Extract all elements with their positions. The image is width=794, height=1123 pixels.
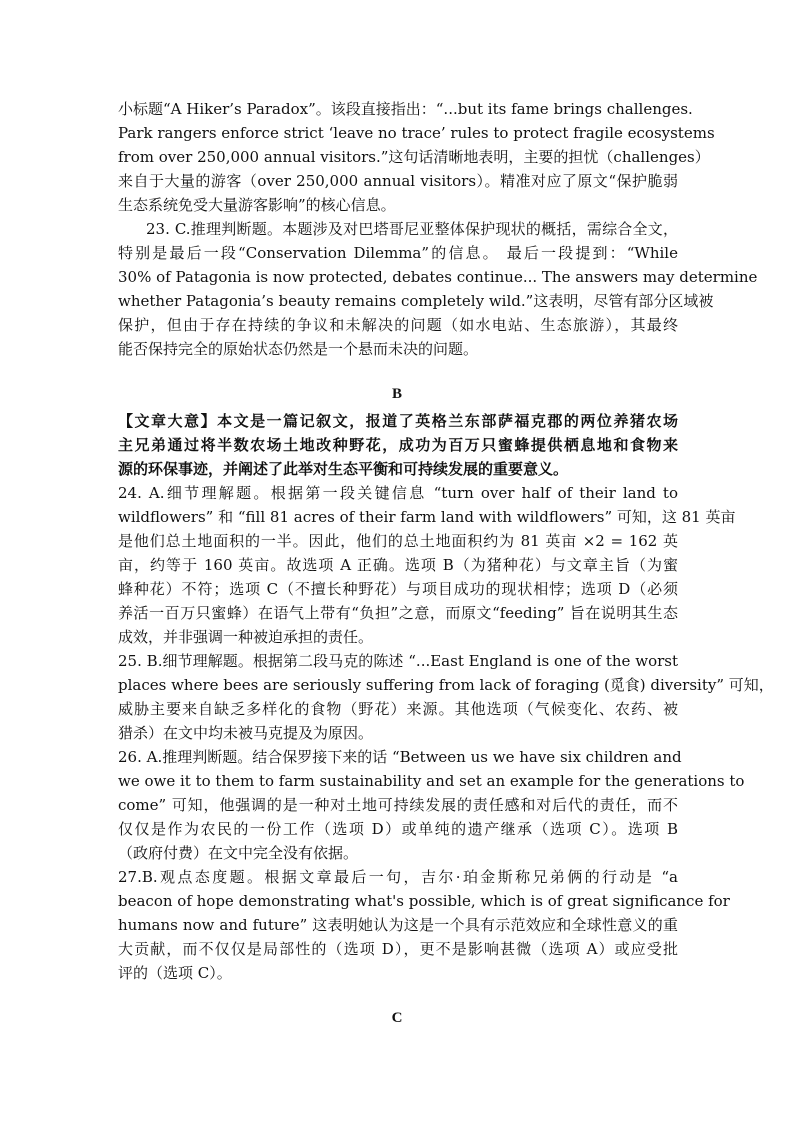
answer-26-line: 仅仅是作为农民的一份工作（选项 D）或单纯的遗产继承（选项 C）。选项 B: [118, 820, 678, 838]
article-summary-line: 主兄弟通过将半数农场土地改种野花，成功为百万只蜜蜂提供栖息地和食物来: [118, 436, 678, 454]
answer-27-line: 大贡献，而不仅仅是局部性的（选项 D），更不是影响甚微（选项 A）或应受批: [118, 940, 678, 958]
paragraph-line: 生态系统免受大量游客影响”的核心信息。: [118, 196, 396, 214]
answer-27-line: 评的（选项 C）。: [118, 964, 232, 982]
paragraph-line: 来自于大量的游客（over 250,000 annual visitors）。精准对应了原文“保护脆弱: [118, 172, 678, 190]
answer-26-line: come” 可知，他强调的是一种对土地可持续发展的责任感和对后代的责任，而不: [118, 796, 678, 814]
answer-26-line: 26. A.推理判断题。结合保罗接下来的话 “Between us we have six children and: [118, 748, 682, 766]
section-heading-b: B: [391, 386, 402, 402]
paragraph-line: from over 250,000 annual visitors.”这句话清晰地表明，主要的担忧（challenges）: [118, 148, 710, 166]
answer-24-line: 成效，并非强调一种被迫承担的责任。: [118, 628, 374, 646]
answer-23-line: 特别是最后一段“Conservation Dilemma”的信息。 最后一段提到：“While: [118, 244, 678, 262]
answer-23-line: 能否保持完全的原始状态仍然是一个悬而未决的问题。: [118, 340, 479, 358]
answer-23-line: 保护，但由于存在持续的争议和未解决的问题（如水电站、生态旅游），其最终: [118, 316, 678, 334]
article-summary-line: 源的环保事迹，并阐述了此举对生态平衡和可持续发展的重要意义。: [118, 460, 569, 478]
answer-23-line: whether Patagonia’s beauty remains completely wild.”这表明，尽管有部分区域被: [118, 292, 714, 310]
answer-25-line: 25. B.细节理解题。根据第二段马克的陈述 “...East England is one of the worst: [118, 652, 678, 670]
paragraph-line: 小标题“A Hiker’s Paradox”。该段直接指出：“...but its fame brings challenges.: [118, 100, 693, 118]
paragraph-line: Park rangers enforce strict ‘leave no trace’ rules to protect fragile ecosystems: [118, 124, 715, 142]
answer-24-line: 蜂种花）不符；选项 C（不擅长种野花）与项目成功的现状相悖；选项 D（必须: [118, 580, 678, 598]
answer-27-line: beacon of hope demonstrating what's possible, which is of great significance for: [118, 892, 730, 910]
answer-27-line: humans now and future” 这表明她认为这是一个具有示范效应和全球性意义的重: [118, 916, 678, 934]
answer-25-line: 猎杀）在文中均未被马克提及为原因。: [118, 724, 374, 742]
answer-27-line: 27.B.观点态度题。根据文章最后一句，吉尔·珀金斯称兄弟俩的行动是 “a: [118, 868, 678, 886]
answer-24-line: 是他们总土地面积的一半。因此，他们的总土地面积约为 81 英亩 ×2 = 162 英: [118, 532, 678, 550]
answer-23-line: 23. C.推理判断题。本题涉及对巴塔哥尼亚整体保护现状的概括，需综合全文，: [146, 220, 678, 238]
answer-24-line: 养活一百万只蜜蜂）在语气上带有“负担”之意，而原文“feeding” 旨在说明其生态: [118, 604, 678, 622]
article-summary-line: 【文章大意】本文是一篇记叙文，报道了英格兰东部萨福克郡的两位养猪农场: [118, 412, 678, 430]
answer-26-line: （政府付费）在文中完全没有依据。: [118, 844, 359, 862]
answer-25-line: places where bees are seriously suffering from lack of foraging (觅食) diversity” 可知，: [118, 676, 774, 694]
answer-24-line: 亩，约等于 160 英亩。故选项 A 正确。选项 B（为猪种花）与文章主旨（为蜜: [118, 556, 678, 574]
answer-25-line: 威胁主要来自缺乏多样化的食物（野花）来源。其他选项（气候变化、农药、被: [118, 700, 678, 718]
answer-24-line: wildflowers” 和 “fill 81 acres of their farm land with wildflowers” 可知，这 81 英亩: [118, 508, 736, 526]
answer-26-line: we owe it to them to farm sustainability and set an example for the generations to: [118, 772, 745, 790]
section-heading-c: C: [391, 1010, 403, 1026]
answer-23-line: 30% of Patagonia is now protected, debates continue... The answers may determine: [118, 268, 758, 286]
answer-24-line: 24. A.细节理解题。根据第一段关键信息 “turn over half of their land to: [118, 484, 678, 502]
